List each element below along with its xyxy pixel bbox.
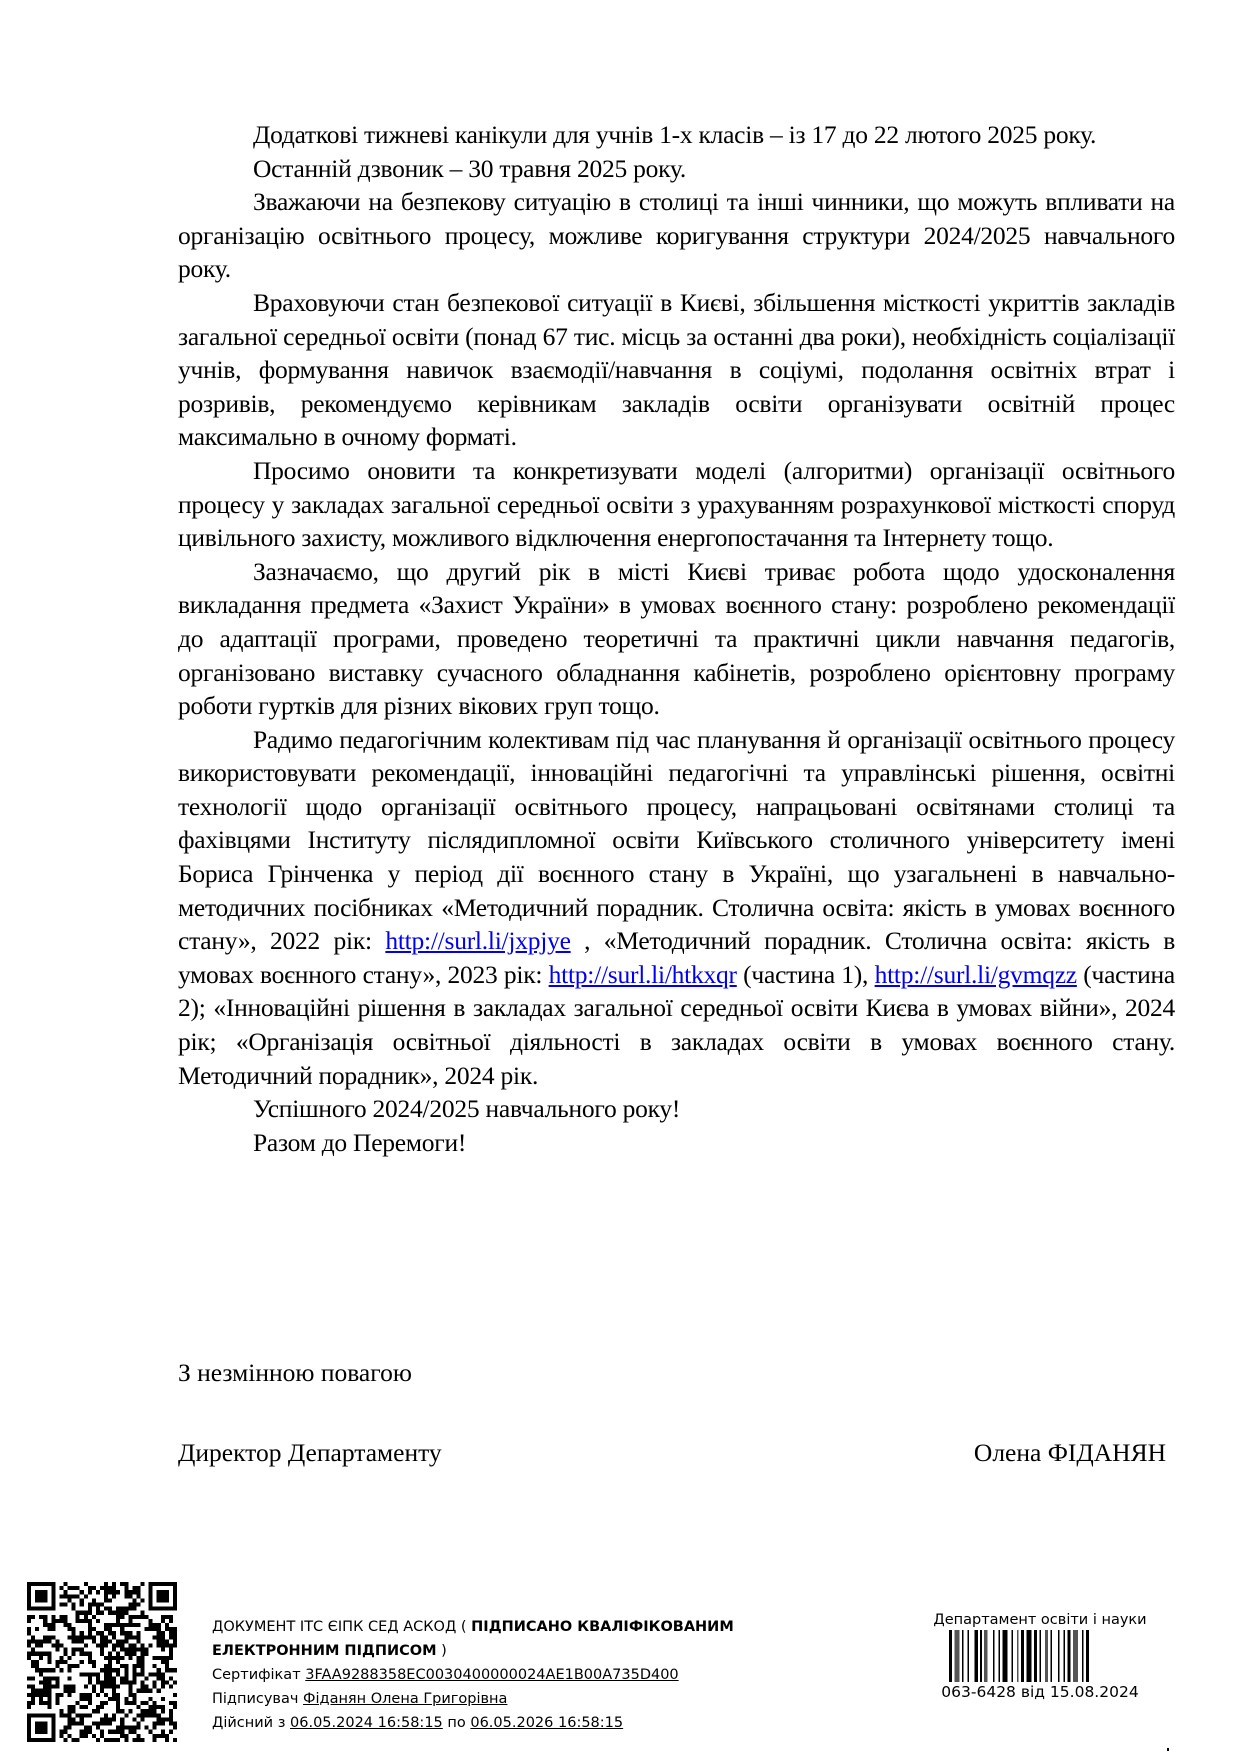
resources-text-1: Радимо педагогічним колективам під час планування й організації освітнього процесу використовувати рекомендації, інноваційні педагогічні та управлінські рішення, освітні технології щодо організації освітнього процесу, напрацьовані освітянами столиці та фахівцями Інституту післядипломної освіти Київського столичного університету імені Бориса Грінченка у період дії воєнного стану в Україні, що узагальнені в навчально-методичних посібниках «Методичний порадник. Столична освіта: якість в умовах воєнного стану», 2022 рік: [178,724,1175,956]
barcode-icon [949,1630,1131,1682]
barcode-bar [993,1630,995,1682]
registration-organization: Департамент освіти і науки [933,1612,1147,1628]
barcode-bar [1086,1630,1089,1682]
registration-number: 063-6428 від 15.08.2024 [941,1683,1139,1701]
barcode-bar [955,1630,960,1682]
stamp-certificate-line [212,1663,734,1687]
qr-finder-pattern [149,1582,177,1611]
valid-to: 06.05.2026 16:58:15 [470,1715,624,1731]
barcode-bar [1063,1630,1065,1682]
resources-text-2: , «Методичний порадник. Столична освіта: якість в умовах воєнного стану», 2023 рік: [178,926,1176,989]
certificate-value: 3FAA9288358EC0030400000024AE1B00A735D400 [305,1667,679,1683]
resources-text-3: (частина 1), [736,959,875,989]
qr-code-icon [27,1582,177,1742]
barcode-bar [1011,1630,1013,1682]
stamp-signed-bold-1: ПІДПИСАНО КВАЛІФІКОВАНИМ [471,1619,734,1635]
barcode-bar [1082,1630,1084,1682]
barcode-bar [1067,1630,1070,1682]
stamp-validity-line [212,1711,734,1735]
barcode-bar [1003,1630,1008,1682]
stamp-signed-suffix: ) [436,1643,447,1659]
paragraph-holidays: Додаткові тижневі канікули для учнів 1-х класів – із 17 до 22 лютого 2025 року. [253,120,1097,149]
barcode-bar [975,1630,978,1682]
paragraph-models: Просимо оновити та конкретизувати моделі (алгоритми) організації освітнього процесу у закладах загальної середньої освіти з урахуванням розрахункової місткості споруд цивільного захисту, можливого відключення енергопостачання та Інтернету тощо. [178,455,1175,553]
qr-finder-pattern [27,1582,55,1611]
signer-title: Директор Департаменту [178,1438,442,1467]
paragraph-resources [178,723,1175,1093]
page-mark [1167,1748,1169,1751]
wish-victory: Разом до Перемоги! [253,1127,467,1157]
barcode-bar [967,1630,969,1682]
valid-from: 06.05.2024 16:58:15 [290,1715,443,1731]
letter-body [178,118,1175,1159]
stamp-doc-line [212,1615,734,1639]
signer-name: Олена ФІДАНЯН [973,1438,1166,1467]
resources-text-4: (частина 2); «Інноваційні рішення в закладах загальної середньої освіти Києва в умовах війни», 2024 рік; «Організація освітньої діяльності в закладах освіти в умовах воєнного стану. Методичний порадник», 2024 рік. [178,959,1175,1090]
stamp-signed-bold-2: ЕЛЕКТРОННИМ ПІДПИСОМ [212,1643,437,1659]
electronic-signature-stamp [212,1615,734,1735]
link-2022-guide[interactable]: http://surl.li/jxpjye [385,926,571,956]
wish-school-year: Успішного 2024/2025 навчального року! [253,1094,681,1124]
barcode-bar [1045,1630,1048,1682]
certificate-label: Сертифікат [212,1667,306,1683]
barcode-bar [1034,1630,1037,1682]
paragraph-defense-subject: Зазначаємо, що другий рік в місті Києві триває робота щодо удосконалення викладання предмета «Захист України» в умовах воєнного стану: розроблено рекомендації до адаптації програми, проведено теоретичні та практичні цикли навчання педагогів, організовано виставку сучасного обладнання кабінетів, розроблено орієнтовну програму роботи гуртків для різних вікових груп тощо. [178,556,1175,721]
barcode-bar [1073,1630,1078,1682]
link-2023-guide-part1[interactable]: http://surl.li/htkxqr [548,959,737,989]
barcode-bar [1039,1630,1041,1682]
stamp-signer-line [212,1687,734,1711]
paragraph-shelters: Враховуючи стан безпекової ситуації в Києві, збільшення місткості укриттів закладів загальної середньої освіти (понад 67 тис. місць за останні два роки), необхідність соціалізації учнів, формування навичок взаємодії/навчання в соціумі, подолання освітніх втрат і розривів, рекомендуємо керівникам закладів освіти організувати освітній процес максимально в очному форматі. [178,287,1175,452]
qr-finder-pattern [27,1713,55,1742]
stamp-signed-line [212,1639,734,1663]
valid-label: Дійсний з [212,1715,291,1731]
closing-regards: З незмінною повагою [178,1358,412,1387]
qr-modules [27,1582,177,1742]
barcode-bar [1017,1630,1019,1682]
barcode-bar [962,1630,964,1682]
barcode-bar [980,1630,982,1682]
signer-label: Підписувач [212,1691,304,1707]
paragraph-security: Зважаючи на безпекову ситуацію в столиці та інші чинники, що можуть впливати на організацію освітнього процесу, можливе коригування структури 2024/2025 навчального року. [178,187,1175,284]
paragraph-last-bell: Останній дзвоник – 30 травня 2025 року. [253,153,686,183]
registration-block [930,1612,1150,1701]
stamp-doc-prefix: ДОКУМЕНТ ІТС ЄІПК СЕД АСКОД ( [212,1619,472,1635]
barcode-bar [1051,1630,1053,1682]
valid-to-label: по [442,1715,471,1731]
signer-value: Фіданян Олена Григорівна [303,1691,508,1707]
barcode-bar [1058,1630,1060,1682]
barcode-bar [949,1630,952,1682]
barcode-bar [999,1630,1001,1682]
link-2023-guide-part2[interactable]: http://surl.li/gvmqzz [874,959,1077,989]
barcode-bar [984,1630,987,1682]
barcode-bar [1027,1630,1032,1682]
barcode-bar [1021,1630,1024,1682]
